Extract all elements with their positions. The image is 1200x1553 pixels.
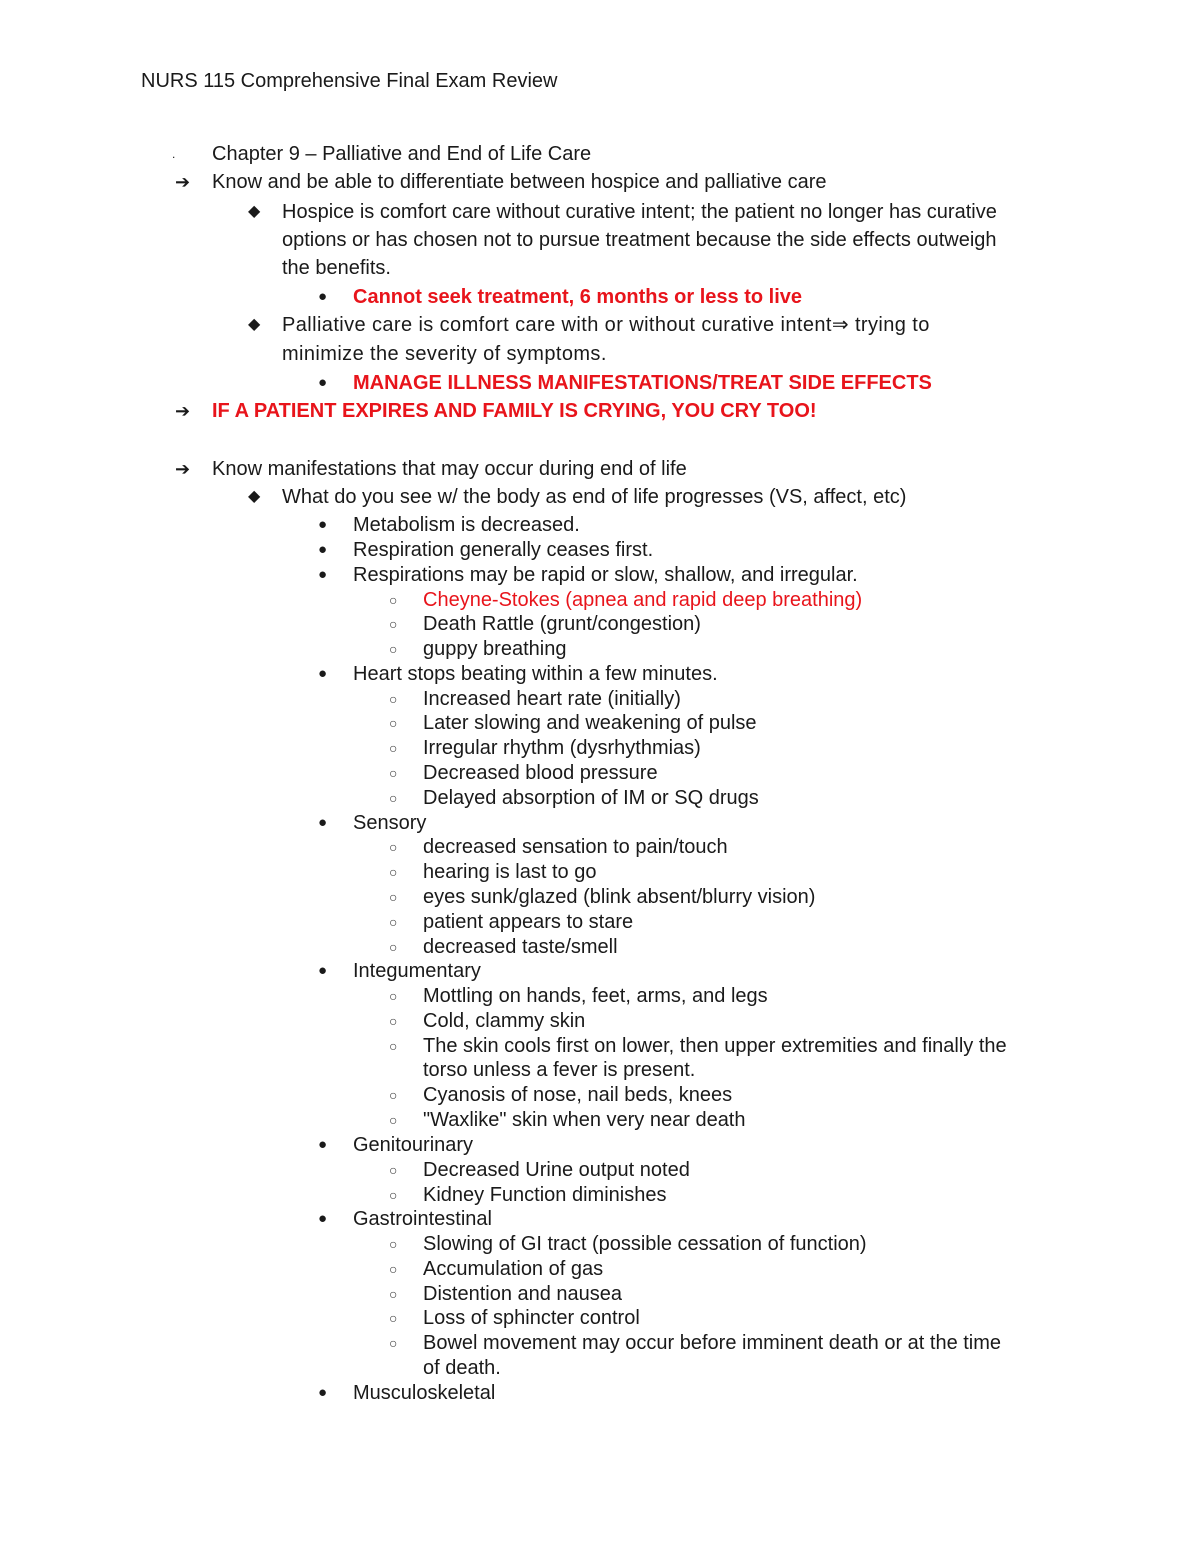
circle-bullet-icon: ○ [389, 1286, 398, 1302]
dot-bullet-icon: ● [318, 1210, 328, 1227]
circle-bullet-icon: ○ [389, 765, 398, 781]
circle-bullet-icon: ○ [389, 1013, 398, 1029]
circle-bullet-icon: ○ [389, 839, 398, 855]
gastrointestinal-item: Gastrointestinal [353, 1208, 492, 1230]
gi-subitem: Loss of sphincter control [423, 1307, 640, 1329]
heart-subitem: Increased heart rate (initially) [423, 688, 681, 710]
dot-bullet-icon: ● [318, 665, 328, 682]
gi-subitem: Distention and nausea [423, 1283, 623, 1305]
diamond-bullet-icon: ◆ [248, 203, 261, 220]
circle-bullet-icon: ○ [389, 889, 398, 905]
integ-subitem: Cyanosis of nose, nail beds, knees [423, 1084, 733, 1106]
resp-subitem: Death Rattle (grunt/congestion) [423, 613, 701, 635]
circle-bullet-icon: ○ [389, 715, 398, 731]
sensory-subitem: eyes sunk/glazed (blink absent/blurry vision) [423, 886, 816, 908]
heart-subitem: Irregular rhythm (dysrhythmias) [423, 737, 701, 759]
circle-bullet-icon: ○ [389, 790, 398, 806]
circle-bullet-icon: ○ [389, 740, 398, 756]
hospice-definition-line-3: the benefits. [282, 257, 391, 279]
gu-subitem: Kidney Function diminishes [423, 1184, 667, 1206]
dot-bullet-icon: ● [318, 374, 328, 391]
musculoskeletal-item: Musculoskeletal [353, 1382, 496, 1404]
sensory-subitem: decreased taste/smell [423, 936, 618, 958]
circle-bullet-icon: ○ [389, 939, 398, 955]
chapter-heading: Chapter 9 – Palliative and End of Life Care [212, 143, 592, 165]
gi-subitem: Slowing of GI tract (possible cessation of function) [423, 1233, 867, 1255]
circle-bullet-icon: ○ [389, 641, 398, 657]
circle-bullet-icon: ○ [389, 864, 398, 880]
gi-subitem: Bowel movement may occur before imminent death or at the time [423, 1332, 1002, 1354]
section2-question: What do you see w/ the body as end of life progresses (VS, affect, etc) [282, 486, 907, 508]
heart-item: Heart stops beating within a few minutes. [353, 663, 718, 685]
section2-heading: Know manifestations that may occur during end of life [212, 458, 687, 480]
circle-bullet-icon: ○ [389, 592, 398, 608]
circle-bullet-icon: ○ [389, 1162, 398, 1178]
chapter-marker: . [172, 147, 176, 161]
hospice-definition-line-2: options or has chosen not to pursue treatment because the side effects outweigh [282, 229, 997, 251]
palliative-definition-line-2: minimize the severity of symptoms. [282, 343, 607, 365]
dot-bullet-icon: ● [318, 1136, 328, 1153]
sensory-subitem: patient appears to stare [423, 911, 634, 933]
metabolism-item: Metabolism is decreased. [353, 514, 580, 536]
circle-bullet-icon: ○ [389, 914, 398, 930]
respirations-item: Respirations may be rapid or slow, shallow, and irregular. [353, 564, 858, 586]
palliative-definition-line-1: Palliative care is comfort care with or without curative intent⇒ trying to [282, 314, 930, 336]
integ-subitem-continuation: torso unless a fever is present. [423, 1059, 696, 1081]
genitourinary-item: Genitourinary [353, 1134, 474, 1156]
heart-subitem: Later slowing and weakening of pulse [423, 712, 757, 734]
dot-bullet-icon: ● [318, 814, 328, 831]
sensory-item: Sensory [353, 812, 427, 834]
sensory-subitem: hearing is last to go [423, 861, 597, 883]
dot-bullet-icon: ● [318, 962, 328, 979]
circle-bullet-icon: ○ [389, 1236, 398, 1252]
integumentary-item: Integumentary [353, 960, 481, 982]
resp-subitem: Cheyne-Stokes (apnea and rapid deep breathing) [423, 589, 863, 611]
resp-subitem: guppy breathing [423, 638, 567, 660]
circle-bullet-icon: ○ [389, 1335, 398, 1351]
integ-subitem: Cold, clammy skin [423, 1010, 586, 1032]
circle-bullet-icon: ○ [389, 616, 398, 632]
hospice-note: Cannot seek treatment, 6 months or less to live [353, 286, 803, 308]
circle-bullet-icon: ○ [389, 1310, 398, 1326]
circle-bullet-icon: ○ [389, 1112, 398, 1128]
circle-bullet-icon: ○ [389, 1087, 398, 1103]
circle-bullet-icon: ○ [389, 1038, 398, 1054]
dot-bullet-icon: ● [318, 288, 328, 305]
circle-bullet-icon: ○ [389, 988, 398, 1004]
dot-bullet-icon: ● [318, 516, 328, 533]
integ-subitem: "Waxlike" skin when very near death [423, 1109, 746, 1131]
gi-subitem-continuation: of death. [423, 1357, 501, 1379]
circle-bullet-icon: ○ [389, 1187, 398, 1203]
integ-subitem: The skin cools first on lower, then upper extremities and finally the [423, 1035, 1007, 1057]
gu-subitem: Decreased Urine output noted [423, 1159, 690, 1181]
hospice-definition-line-1: Hospice is comfort care without curative intent; the patient no longer has curative [282, 201, 997, 223]
heart-subitem: Delayed absorption of IM or SQ drugs [423, 787, 759, 809]
dot-bullet-icon: ● [318, 541, 328, 558]
diamond-bullet-icon: ◆ [248, 488, 261, 505]
dot-bullet-icon: ● [318, 1384, 328, 1401]
arrow-bullet-icon: ➔ [175, 172, 191, 192]
circle-bullet-icon: ○ [389, 1261, 398, 1277]
sensory-subitem: decreased sensation to pain/touch [423, 836, 728, 858]
gi-subitem: Accumulation of gas [423, 1258, 604, 1280]
palliative-note: MANAGE ILLNESS MANIFESTATIONS/TREAT SIDE EFFECTS [353, 372, 932, 394]
section1-heading: Know and be able to differentiate between hospice and palliative care [212, 171, 827, 193]
circle-bullet-icon: ○ [389, 691, 398, 707]
arrow-bullet-icon: ➔ [175, 459, 191, 479]
diamond-bullet-icon: ◆ [248, 316, 261, 333]
dot-bullet-icon: ● [318, 566, 328, 583]
respiration-cease-item: Respiration generally ceases first. [353, 539, 654, 561]
heart-subitem: Decreased blood pressure [423, 762, 658, 784]
cry-note: IF A PATIENT EXPIRES AND FAMILY IS CRYING, YOU CRY TOO! [212, 400, 817, 422]
arrow-bullet-icon: ➔ [175, 401, 191, 421]
document-title: NURS 115 Comprehensive Final Exam Review [141, 70, 558, 92]
integ-subitem: Mottling on hands, feet, arms, and legs [423, 985, 768, 1007]
